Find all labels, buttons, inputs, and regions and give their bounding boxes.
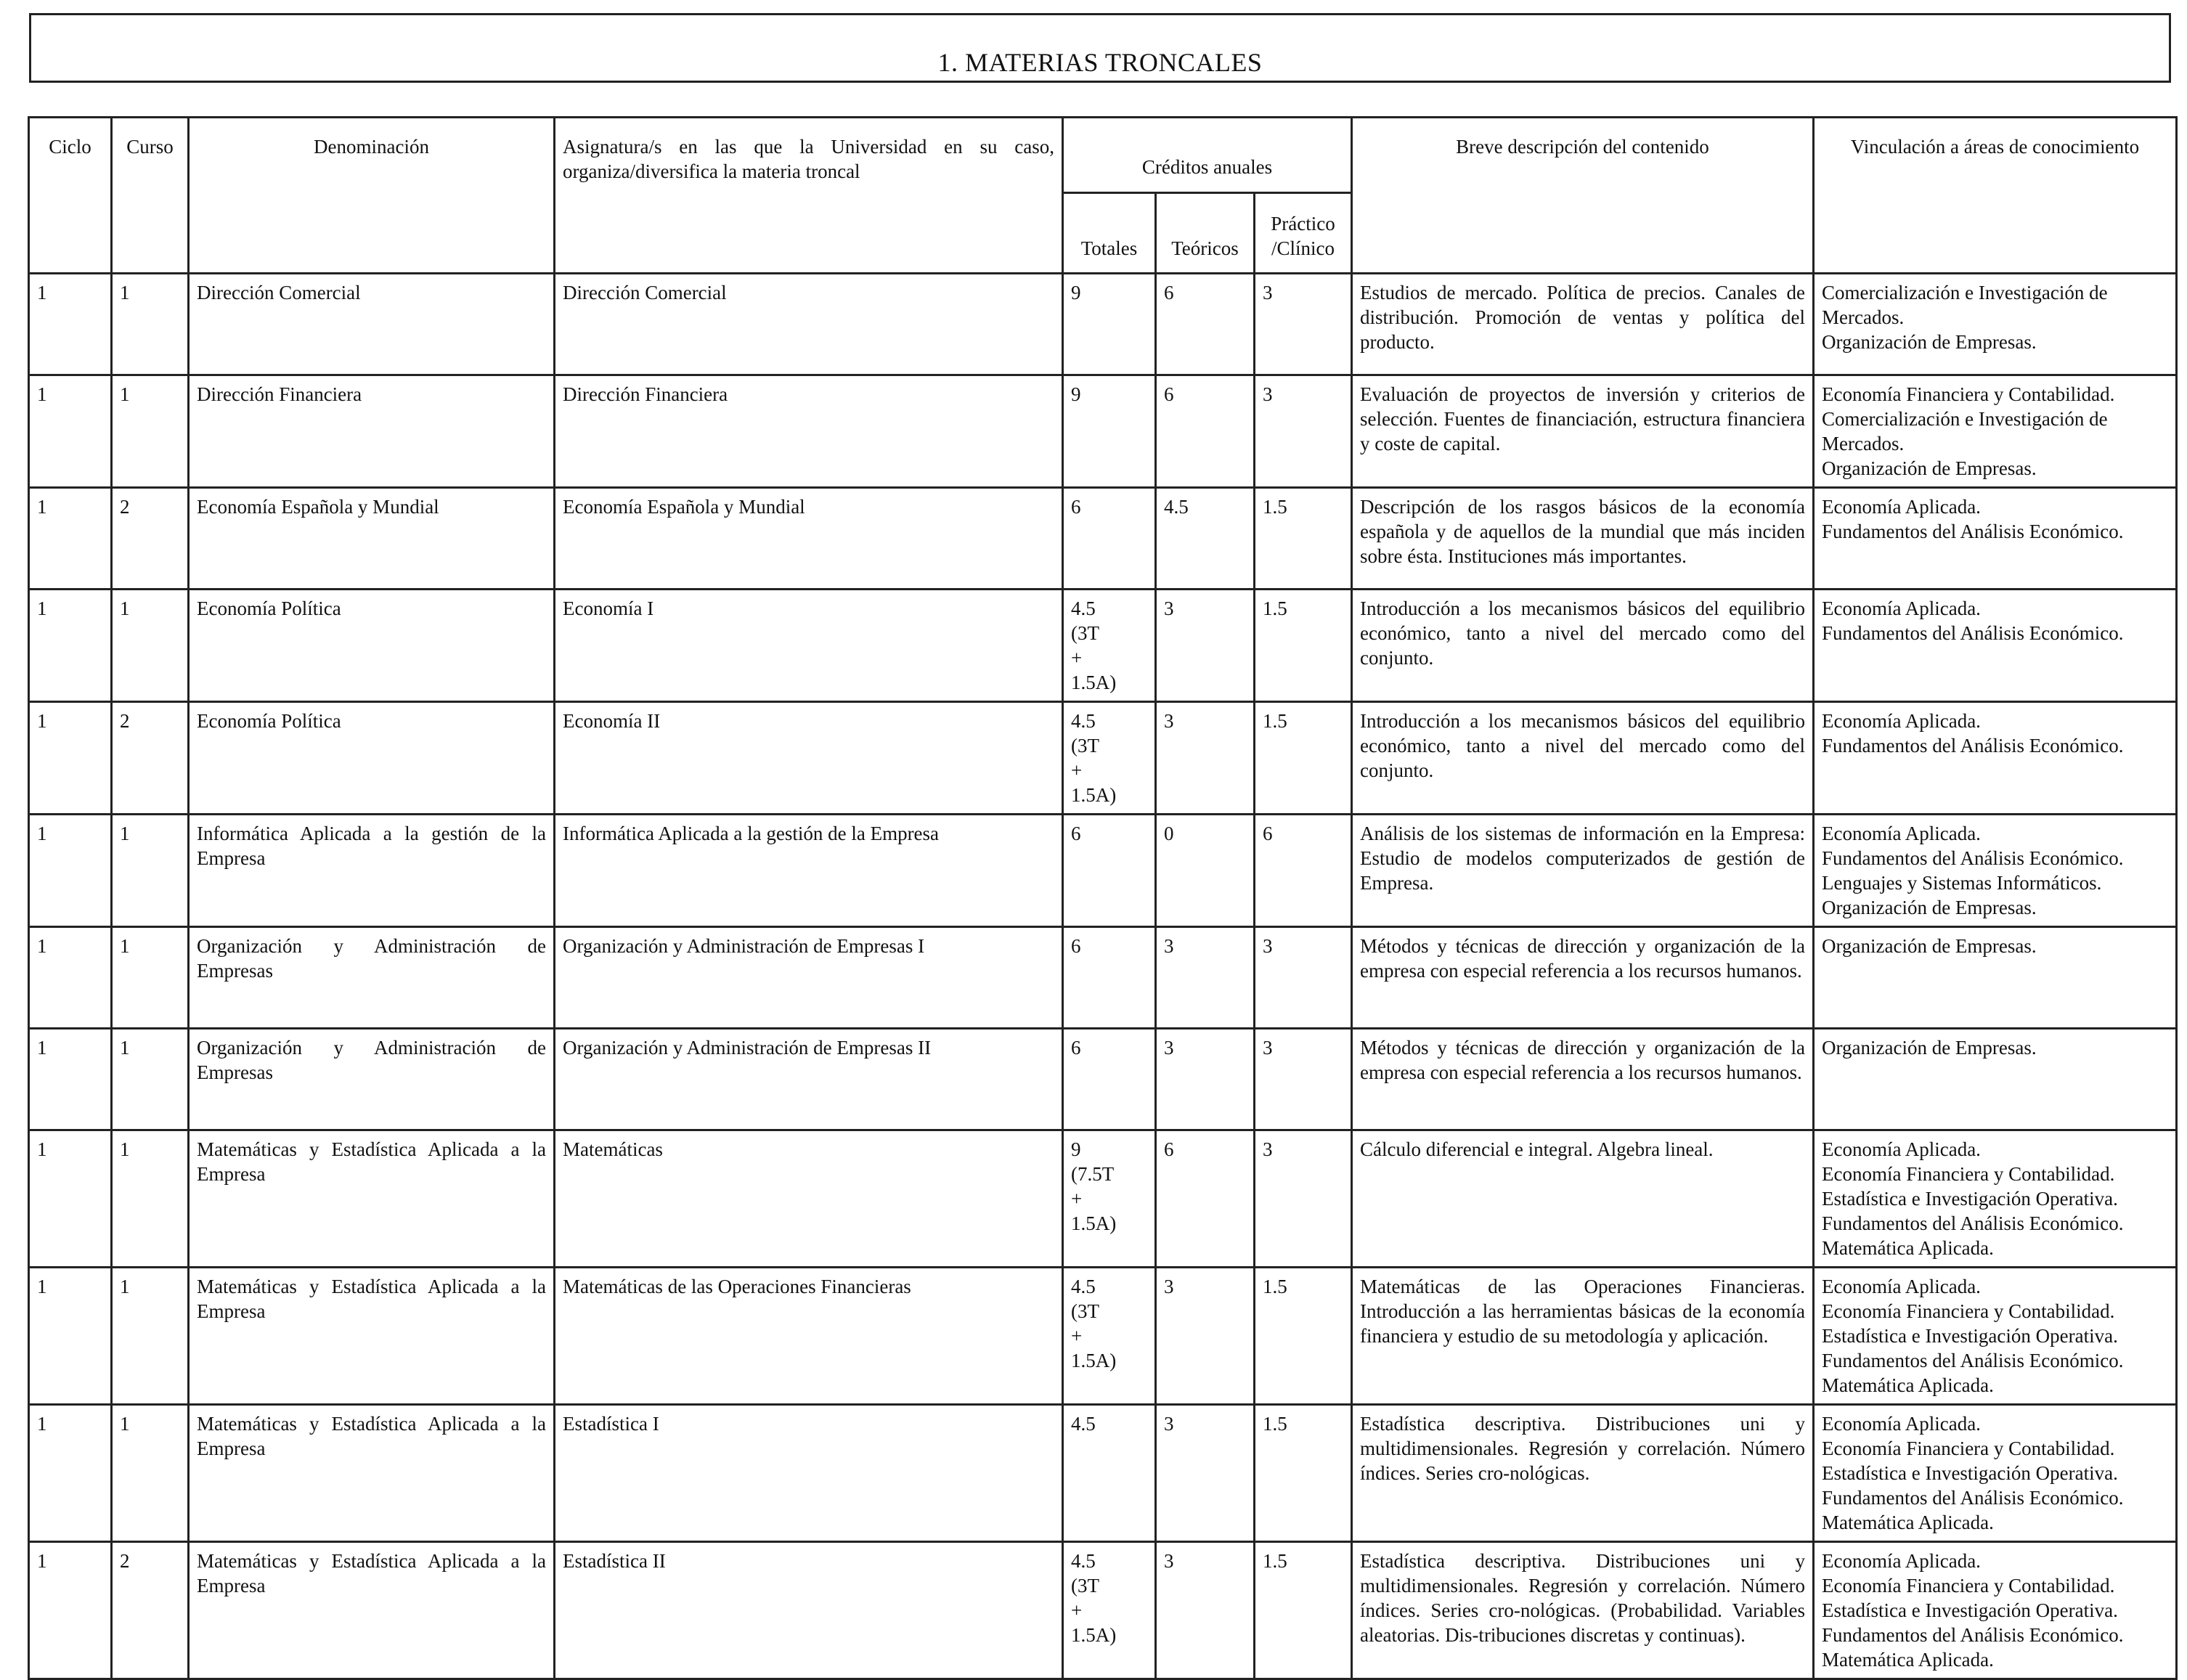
table-row <box>29 702 2177 815</box>
area-item: Organización de Empresas. <box>1822 1037 2037 1059</box>
header-practico: Práctico /Clínico <box>1255 193 1352 274</box>
practico-cell: 1.5 <box>1255 590 1352 702</box>
ciclo-cell: 1 <box>29 702 112 815</box>
table-row <box>29 1130 2177 1268</box>
areas-cell <box>1814 1029 2177 1130</box>
descripcion-cell: Estudios de mercado. Política de precios. Canales de distribución. Promoción de ventas y política del producto. <box>1352 274 1814 375</box>
table-row <box>29 1268 2177 1405</box>
ciclo-cell: 1 <box>29 375 112 488</box>
denominacion-cell: Matemáticas y Estadística Aplicada a la Empresa <box>189 1405 555 1542</box>
practico-cell: 1.5 <box>1255 1542 1352 1679</box>
area-item: Economía Aplicada. <box>1822 1138 1981 1160</box>
totales-cell: 4.5 (3T + 1.5A) <box>1063 1542 1156 1679</box>
area-item: Economía Aplicada. <box>1822 598 1981 619</box>
descripcion-cell: Evaluación de proyectos de inversión y criterios de selección. Fuentes de financiación, estructura financiera y coste de capital. <box>1352 375 1814 488</box>
practico-cell: 1.5 <box>1255 702 1352 815</box>
ciclo-cell: 1 <box>29 1405 112 1542</box>
area-item: Comercialización e Investigación de Mercados. <box>1822 282 2108 328</box>
area-item: Organización de Empresas. <box>1822 897 2037 918</box>
table-row <box>29 1029 2177 1130</box>
denominacion-cell: Matemáticas y Estadística Aplicada a la Empresa <box>189 1542 555 1679</box>
title-box <box>29 13 2171 83</box>
practico-cell: 3 <box>1255 927 1352 1029</box>
curso-cell: 1 <box>112 1029 189 1130</box>
area-item: Organización de Empresas. <box>1822 935 2037 957</box>
denominacion-cell: Organización y Administración de Empresas <box>189 927 555 1029</box>
teoricos-cell: 3 <box>1156 590 1255 702</box>
denominacion-cell: Dirección Financiera <box>189 375 555 488</box>
table-body <box>29 274 2177 1679</box>
area-item: Economía Aplicada. <box>1822 1276 1981 1297</box>
practico-cell: 1.5 <box>1255 488 1352 590</box>
table-row <box>29 488 2177 590</box>
denominacion-cell: Dirección Comercial <box>189 274 555 375</box>
totales-cell: 6 <box>1063 488 1156 590</box>
practico-cell: 3 <box>1255 274 1352 375</box>
area-item: Fundamentos del Análisis Económico. <box>1822 1212 2124 1234</box>
table-row <box>29 274 2177 375</box>
curso-cell: 2 <box>112 488 189 590</box>
asignatura-cell: Economía I <box>555 590 1063 702</box>
totales-cell: 6 <box>1063 815 1156 927</box>
area-item: Economía Aplicada. <box>1822 1413 1981 1435</box>
areas-cell <box>1814 375 2177 488</box>
asignatura-cell: Dirección Financiera <box>555 375 1063 488</box>
curso-cell: 1 <box>112 815 189 927</box>
totales-cell: 6 <box>1063 1029 1156 1130</box>
ciclo-cell: 1 <box>29 590 112 702</box>
table-row <box>29 1542 2177 1679</box>
teoricos-cell: 3 <box>1156 702 1255 815</box>
area-item: Fundamentos del Análisis Económico. <box>1822 1624 2124 1646</box>
totales-cell: 4.5 (3T + 1.5A) <box>1063 702 1156 815</box>
area-item: Matemática Aplicada. <box>1822 1374 1994 1396</box>
area-item: Economía Financiera y Contabilidad. <box>1822 1438 2115 1459</box>
denominacion-cell: Matemáticas y Estadística Aplicada a la Empresa <box>189 1130 555 1268</box>
asignatura-cell: Estadística I <box>555 1405 1063 1542</box>
descripcion-cell: Análisis de los sistemas de información en la Empresa: Estudio de modelos computerizados de gestión de Empresa. <box>1352 815 1814 927</box>
area-item: Economía Financiera y Contabilidad. <box>1822 383 2115 405</box>
ciclo-cell: 1 <box>29 1130 112 1268</box>
teoricos-cell: 6 <box>1156 274 1255 375</box>
ciclo-cell: 1 <box>29 488 112 590</box>
practico-cell: 1.5 <box>1255 1405 1352 1542</box>
descripcion-cell: Estadística descriptiva. Distribuciones uni y multidimensionales. Regresión y correlación. Número índices. Series cro-nológicas. <box>1352 1405 1814 1542</box>
area-item: Fundamentos del Análisis Económico. <box>1822 521 2124 542</box>
areas-cell <box>1814 274 2177 375</box>
area-item: Economía Aplicada. <box>1822 496 1981 518</box>
curso-cell: 2 <box>112 1542 189 1679</box>
page-title: 1. MATERIAS TRONCALES <box>937 48 1263 77</box>
area-item: Economía Aplicada. <box>1822 1550 1981 1572</box>
teoricos-cell: 6 <box>1156 375 1255 488</box>
teoricos-cell: 3 <box>1156 927 1255 1029</box>
curso-cell: 1 <box>112 375 189 488</box>
teoricos-cell: 3 <box>1156 1029 1255 1130</box>
descripcion-cell: Descripción de los rasgos básicos de la economía española y de aquellos de la mundial que más inciden sobre ésta. Instituciones más importantes. <box>1352 488 1814 590</box>
curso-cell: 1 <box>112 590 189 702</box>
asignatura-cell: Informática Aplicada a la gestión de la Empresa <box>555 815 1063 927</box>
areas-cell <box>1814 1542 2177 1679</box>
totales-cell: 9 <box>1063 375 1156 488</box>
asignatura-cell: Organización y Administración de Empresas I <box>555 927 1063 1029</box>
asignatura-cell: Matemáticas <box>555 1130 1063 1268</box>
curso-cell: 2 <box>112 702 189 815</box>
areas-cell <box>1814 927 2177 1029</box>
area-item: Lenguajes y Sistemas Informáticos. <box>1822 872 2102 894</box>
practico-cell: 6 <box>1255 815 1352 927</box>
totales-cell: 4.5 <box>1063 1405 1156 1542</box>
ciclo-cell: 1 <box>29 1268 112 1405</box>
area-item: Fundamentos del Análisis Económico. <box>1822 622 2124 644</box>
denominacion-cell: Economía Española y Mundial <box>189 488 555 590</box>
header-ciclo: Ciclo <box>29 118 112 274</box>
asignatura-cell: Economía II <box>555 702 1063 815</box>
areas-cell <box>1814 590 2177 702</box>
ciclo-cell: 1 <box>29 815 112 927</box>
area-item: Matemática Aplicada. <box>1822 1237 1994 1259</box>
area-item: Economía Aplicada. <box>1822 710 1981 732</box>
totales-cell: 4.5 (3T + 1.5A) <box>1063 590 1156 702</box>
ciclo-cell: 1 <box>29 1542 112 1679</box>
totales-cell: 9 (7.5T + 1.5A) <box>1063 1130 1156 1268</box>
area-item: Estadística e Investigación Operativa. <box>1822 1462 2118 1484</box>
table-row <box>29 1405 2177 1542</box>
area-item: Matemática Aplicada. <box>1822 1512 1994 1533</box>
descripcion-cell: Cálculo diferencial e integral. Algebra lineal. <box>1352 1130 1814 1268</box>
asignatura-cell: Matemáticas de las Operaciones Financieras <box>555 1268 1063 1405</box>
curso-cell: 1 <box>112 1405 189 1542</box>
areas-cell <box>1814 488 2177 590</box>
totales-cell: 4.5 (3T + 1.5A) <box>1063 1268 1156 1405</box>
descripcion-cell: Estadística descriptiva. Distribuciones uni y multidimensionales. Regresión y correlación. Número índices. Series cro-nológicas. (Probabilidad. Variables aleatorias. Dis-tribuciones discretas y continuas). <box>1352 1542 1814 1679</box>
curso-cell: 1 <box>112 1268 189 1405</box>
curso-cell: 1 <box>112 927 189 1029</box>
area-item: Organización de Empresas. <box>1822 457 2037 479</box>
descripcion-cell: Métodos y técnicas de dirección y organización de la empresa con especial referencia a los recursos humanos. <box>1352 1029 1814 1130</box>
asignatura-cell: Organización y Administración de Empresas II <box>555 1029 1063 1130</box>
table-row <box>29 375 2177 488</box>
areas-cell <box>1814 1130 2177 1268</box>
area-item: Economía Financiera y Contabilidad. <box>1822 1300 2115 1322</box>
area-item: Fundamentos del Análisis Económico. <box>1822 847 2124 869</box>
teoricos-cell: 3 <box>1156 1542 1255 1679</box>
ciclo-cell: 1 <box>29 274 112 375</box>
area-item: Fundamentos del Análisis Económico. <box>1822 735 2124 757</box>
practico-cell: 3 <box>1255 1130 1352 1268</box>
totales-cell: 9 <box>1063 274 1156 375</box>
table-wrapper <box>28 116 2178 1680</box>
denominacion-cell: Matemáticas y Estadística Aplicada a la Empresa <box>189 1268 555 1405</box>
header-descripcion: Breve descripción del contenido <box>1352 118 1814 274</box>
teoricos-cell: 6 <box>1156 1130 1255 1268</box>
denominacion-cell: Organización y Administración de Empresas <box>189 1029 555 1130</box>
area-item: Economía Financiera y Contabilidad. <box>1822 1163 2115 1185</box>
table-row <box>29 927 2177 1029</box>
denominacion-cell: Economía Política <box>189 590 555 702</box>
asignatura-cell: Economía Española y Mundial <box>555 488 1063 590</box>
teoricos-cell: 0 <box>1156 815 1255 927</box>
curso-cell: 1 <box>112 274 189 375</box>
table-row <box>29 590 2177 702</box>
header-creditos: Créditos anuales <box>1063 118 1352 193</box>
header-denominacion: Denominación <box>189 118 555 274</box>
asignatura-cell: Estadística II <box>555 1542 1063 1679</box>
table-row <box>29 815 2177 927</box>
practico-cell: 1.5 <box>1255 1268 1352 1405</box>
area-item: Fundamentos del Análisis Económico. <box>1822 1487 2124 1509</box>
header-vinculacion: Vinculación a áreas de conocimiento <box>1814 118 2177 274</box>
area-item: Matemática Aplicada. <box>1822 1649 1994 1671</box>
areas-cell <box>1814 1268 2177 1405</box>
descripcion-cell: Introducción a los mecanismos básicos del equilibrio económico, tanto a nivel del mercado como del conjunto. <box>1352 590 1814 702</box>
descripcion-cell: Métodos y técnicas de dirección y organización de la empresa con especial referencia a los recursos humanos. <box>1352 927 1814 1029</box>
area-item: Fundamentos del Análisis Económico. <box>1822 1350 2124 1371</box>
descripcion-cell: Matemáticas de las Operaciones Financieras. Introducción a las herramientas básicas de la economía financiera y estudio de su metodología y aplicación. <box>1352 1268 1814 1405</box>
materias-table <box>28 116 2178 1680</box>
header-totales: Totales <box>1063 193 1156 274</box>
descripcion-cell: Introducción a los mecanismos básicos del equilibrio económico, tanto a nivel del mercado como del conjunto. <box>1352 702 1814 815</box>
area-item: Economía Aplicada. <box>1822 823 1981 844</box>
teoricos-cell: 3 <box>1156 1405 1255 1542</box>
areas-cell <box>1814 1405 2177 1542</box>
teoricos-cell: 3 <box>1156 1268 1255 1405</box>
totales-cell: 6 <box>1063 927 1156 1029</box>
curso-cell: 1 <box>112 1130 189 1268</box>
denominacion-cell: Informática Aplicada a la gestión de la Empresa <box>189 815 555 927</box>
areas-cell <box>1814 815 2177 927</box>
header-curso: Curso <box>112 118 189 274</box>
header-asignatura: Asignatura/s en las que la Universidad en su caso, organiza/diversifica la materia troncal <box>555 118 1063 274</box>
denominacion-cell: Economía Política <box>189 702 555 815</box>
practico-cell: 3 <box>1255 375 1352 488</box>
areas-cell <box>1814 702 2177 815</box>
header-teoricos: Teóricos <box>1156 193 1255 274</box>
area-item: Comercialización e Investigación de Mercados. <box>1822 408 2108 454</box>
asignatura-cell: Dirección Comercial <box>555 274 1063 375</box>
area-item: Estadística e Investigación Operativa. <box>1822 1325 2118 1347</box>
ciclo-cell: 1 <box>29 927 112 1029</box>
area-item: Economía Financiera y Contabilidad. <box>1822 1575 2115 1597</box>
teoricos-cell: 4.5 <box>1156 488 1255 590</box>
practico-cell: 3 <box>1255 1029 1352 1130</box>
ciclo-cell: 1 <box>29 1029 112 1130</box>
area-item: Estadística e Investigación Operativa. <box>1822 1599 2118 1621</box>
area-item: Organización de Empresas. <box>1822 331 2037 353</box>
area-item: Estadística e Investigación Operativa. <box>1822 1188 2118 1210</box>
